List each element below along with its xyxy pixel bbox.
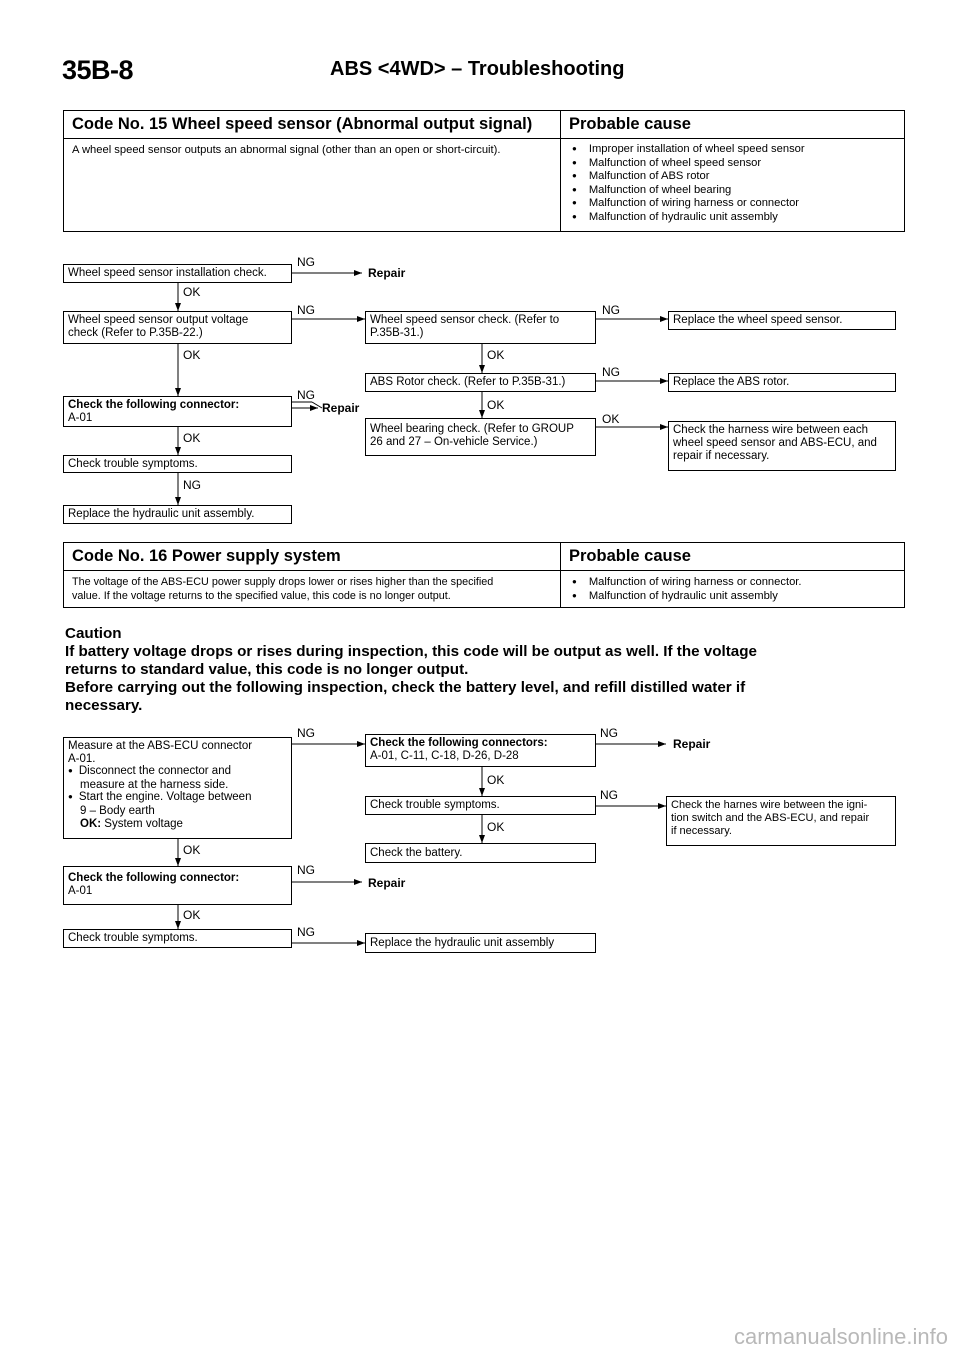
ok-label: OK <box>183 348 201 362</box>
harness-check-line: if necessary. <box>671 825 732 838</box>
sensor-check-box <box>365 311 596 344</box>
measure-line <box>68 818 287 831</box>
output-check-line: Wheel speed sensor output voltage <box>68 314 249 326</box>
page-title: ABS <4WD> – Troubleshooting <box>330 58 625 80</box>
ng-label: NG <box>600 726 618 740</box>
ng-label: NG <box>183 478 201 492</box>
measure-line: measure at the harness side. <box>80 778 229 791</box>
check-symptoms-text: Check trouble symptoms. <box>68 458 198 470</box>
check-battery-box <box>365 843 596 863</box>
caution-line: returns to standard value, this code is no longer output. <box>65 661 469 678</box>
rotor-check-text: ABS Rotor check. (Refer to P.35B-31.) <box>370 376 566 388</box>
harness-check-line: Check the harnes wire between the igni- <box>671 799 868 811</box>
install-check-box <box>63 264 292 283</box>
ng-label: NG <box>297 255 315 269</box>
replace-hydraulic-text: Replace the hydraulic unit assembly. <box>68 508 255 520</box>
measure-box <box>63 737 292 839</box>
bearing-check-line: 26 and 27 – On-vehicle Service.) <box>370 436 538 449</box>
watermark: carmanualsonline.info <box>733 1324 948 1349</box>
cause-item: ● Malfunction of ABS rotor <box>572 170 805 184</box>
check-symptoms-box-2 <box>365 796 596 815</box>
ng-label: NG <box>602 303 620 317</box>
connectors-check-box <box>365 734 596 767</box>
bearing-check-box <box>365 418 596 456</box>
ng-label: NG <box>297 388 315 402</box>
description-line: value. If the voltage returns to the specified value, this code is no longer output. <box>72 589 451 602</box>
output-check-line: check (Refer to P.35B-22.) <box>68 327 203 340</box>
install-check-text: Wheel speed sensor installation check. <box>68 267 267 279</box>
check-symptoms-text: Check trouble symptoms. <box>370 799 500 811</box>
ok-label: OK <box>487 398 505 412</box>
caution-line: necessary. <box>65 697 143 714</box>
cause-item: ● Malfunction of wiring harness or connector. <box>572 576 802 590</box>
connector-check-title: Check the following connector: <box>68 872 240 884</box>
ok-label: OK <box>487 773 505 787</box>
ok-label: OK <box>487 820 505 834</box>
harness-check-box <box>666 796 896 846</box>
check-symptoms-text: Check trouble symptoms. <box>68 932 198 944</box>
connector-check-code: A-01 <box>68 885 93 898</box>
repair-label: Repair <box>368 266 406 280</box>
connector-check-title: Check the following connector: <box>68 399 240 411</box>
ng-label: NG <box>297 726 315 740</box>
caution-line: If battery voltage drops or rises during inspection, this code will be output as well. If the voltage <box>65 643 757 660</box>
replace-hydraulic-box <box>365 933 596 953</box>
code15-description: A wheel speed sensor outputs an abnormal signal (other than an open or short-circuit). <box>72 144 501 156</box>
measure-line: Measure at the ABS-ECU connector <box>68 740 253 752</box>
connector-check-code: A-01 <box>68 412 93 425</box>
sensor-check-line: Wheel speed sensor check. (Refer to <box>370 314 560 326</box>
ok-label: OK <box>487 348 505 362</box>
check-symptoms-box <box>63 455 292 473</box>
ng-label: NG <box>297 925 315 939</box>
cause-item: ● Improper installation of wheel speed sensor <box>572 143 805 157</box>
description-line: The voltage of the ABS-ECU power supply drops lower or rises higher than the specified <box>72 576 494 588</box>
replace-sensor-box <box>668 311 896 330</box>
repair-label: Repair <box>322 401 360 415</box>
code16-title: Code No. 16 Power supply system <box>64 543 561 571</box>
cause-item: ● Malfunction of hydraulic unit assembly <box>572 590 802 604</box>
page-number: 35B-8 <box>62 55 134 85</box>
caution-heading: Caution <box>65 625 122 642</box>
ng-label: NG <box>297 863 315 877</box>
harness-check-line: repair if necessary. <box>673 450 770 463</box>
code16-cause-title: Probable cause <box>561 543 904 571</box>
replace-sensor-text: Replace the wheel speed sensor. <box>673 314 843 326</box>
measure-line: 9 – Body earth <box>80 804 155 817</box>
ng-label: NG <box>602 365 620 379</box>
replace-hydraulic-box <box>63 505 292 524</box>
cause-item: ● Malfunction of wheel speed sensor <box>572 157 805 171</box>
code15-cause-title: Probable cause <box>561 111 904 139</box>
measure-line: ● Disconnect the connector and <box>68 765 287 779</box>
check-battery-text: Check the battery. <box>370 847 463 859</box>
bearing-check-line: Wheel bearing check. (Refer to GROUP <box>370 423 574 435</box>
replace-rotor-box <box>668 373 896 392</box>
check-symptoms-box <box>63 929 292 948</box>
connectors-check-codes: A-01, C-11, C-18, D-26, D-28 <box>370 750 519 763</box>
harness-check-line: tion switch and the ABS-ECU, and repair <box>671 812 870 825</box>
harness-check-line: wheel speed sensor and ABS-ECU, and <box>673 437 877 450</box>
cause-item: ● Malfunction of hydraulic unit assembly <box>572 211 805 225</box>
caution-block <box>65 625 915 715</box>
ok-label: OK <box>183 431 201 445</box>
connectors-check-title: Check the following connectors: <box>370 737 548 749</box>
caution-line: Before carrying out the following inspection, check the battery level, and refill distilled water if <box>65 679 746 696</box>
code16-description <box>72 576 557 603</box>
measure-line: A-01. <box>68 752 96 765</box>
ng-label: NG <box>297 303 315 317</box>
connector-check-box <box>63 866 292 905</box>
ng-label: NG <box>600 788 618 802</box>
ok-label: OK <box>602 412 620 426</box>
code16-causes <box>572 576 802 603</box>
harness-check-line: Check the harness wire between each <box>673 424 868 436</box>
code15-title: Code No. 15 Wheel speed sensor (Abnormal output signal) <box>64 111 561 139</box>
sensor-check-line: P.35B-31.) <box>370 327 424 340</box>
ok-label: OK <box>183 908 201 922</box>
measure-line: ● Start the engine. Voltage between <box>68 791 287 805</box>
harness-check-box <box>668 421 896 471</box>
replace-hydraulic-text: Replace the hydraulic unit assembly <box>370 937 555 949</box>
cause-item: ● Malfunction of wheel bearing <box>572 184 805 198</box>
replace-rotor-text: Replace the ABS rotor. <box>673 376 790 388</box>
ok-label: OK <box>183 285 201 299</box>
output-check-box <box>63 311 292 344</box>
ok-label: OK <box>183 843 201 857</box>
rotor-check-box <box>365 373 596 392</box>
repair-label: Repair <box>673 737 711 751</box>
connector-check-box <box>63 396 292 427</box>
ok-criterion-label: OK: <box>80 817 102 830</box>
cause-item: ● Malfunction of wiring harness or connector <box>572 197 805 211</box>
repair-label: Repair <box>368 876 406 890</box>
code16-table <box>63 542 905 608</box>
ok-criterion-value: System voltage <box>104 817 183 830</box>
